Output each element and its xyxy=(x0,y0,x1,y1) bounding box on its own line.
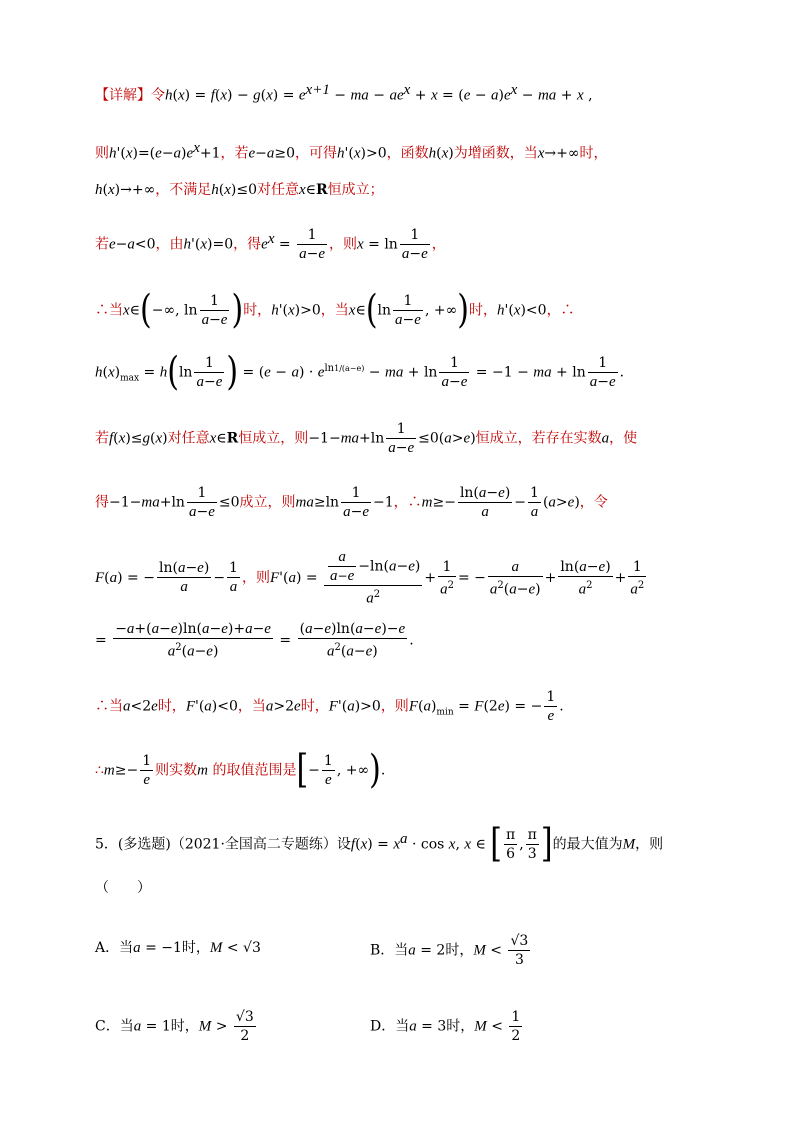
question-5-paren: （ ） xyxy=(95,880,151,896)
option-b[interactable]: B．当a = 2时，M < $\frac{√3}{3}$ xyxy=(370,933,529,968)
solution-line-3: h(x)→+∞，不满足h(x)≤0对任意x∈R恒成立； xyxy=(95,182,384,198)
solution-line-4: 若e−a<0，由h'(x)=0，得$e^x$ = $\frac{1}{a-e}$ ，则x = ln $\frac{1}{a-e}$ ， xyxy=(95,227,446,262)
solution-line-12: ∴m≥− $\frac{1}{e}$ 则实数m 的取值范围是[− $\frac{1}{e}$ , +∞). xyxy=(95,747,386,793)
solution-line-5: ∴当x∈(−∞, ln $\frac{1}{a-e}$ )时，h'(x)>0，当x∈(ln $\frac{1}{a-e}$ , +∞)时，h'(x)<0，∴ xyxy=(95,287,575,333)
solution-line-11: ∴当a<2e时，F'(a)<0，当a>2e时，F'(a)>0，则$F(a)_{min} = F(2e)$ = − $\frac{1}{e}$ . xyxy=(95,689,564,724)
solution-line-1: 【详解】令$h(x) = f(x) - g(x) = e^{x+1}$ − ma − $ae^x + x = (e - a)e^x$ − ma + x , xyxy=(95,82,593,104)
option-c[interactable]: C．当a = 1时，M > $\frac{√3}{2}$ xyxy=(95,1009,254,1044)
question-5-stem: 5．(多选题)（2021·全国高二专题练）设$f(x) = x^a \cdot \cos x$, x ∈ [ $\frac{\pi}{6}$ , $\frac{\pi}{3}$ ]的最大值为M，则 xyxy=(95,821,664,867)
solution-line-7: 若f(x)≤g(x)对任意x∈R恒成立，则−1−ma+ln $\frac{1}{a-e}$ ≤0(a>e)恒成立，若存在实数a，使 xyxy=(95,421,638,456)
option-a[interactable]: A．当a = −1时，M < √3 xyxy=(95,940,261,956)
solution-line-2: 则$h'(x)=(e-a)e^x+1$，若e−a≥0，可得h'(x)>0，函数h(x)为增函数，当x→+∞时， xyxy=(95,140,608,162)
solution-line-8: 得−1−ma+ln $\frac{1}{a-e}$ ≤0成立，则ma≥ln $\frac{1}{a-e}$ −1，∴m≥− $\frac{\ln(a-e)}{a}$ − $\frac{1}{a}$ (a>e)，令 xyxy=(95,485,608,520)
option-d[interactable]: D．当a = 3时，M < $\frac{1}{2}$ xyxy=(370,1009,521,1044)
detail-label: 【详解】令 xyxy=(95,87,165,104)
solution-line-9: F(a) = − $\frac{\ln(a-e)}{a}$ − $\frac{1}{a}$ ，则F'(a) = $\frac{a}{a-e}$ −ln(a−e) $a^2$ + $\frac{1}{a^2}$ = − $\frac{a}{a^2(a-e)}$ + $\frac{\ln(a-e)}{a^2}$ + $\frac{1}{a^2}$ xyxy=(95,549,645,607)
solution-line-6: $h(x)_{max} = h(\ln$ $\frac{1}{a-e}$ ) = $(e - a) \cdot e^{ln1/(a-e)}$ − ma + ln $\frac{1}{a-e}$ = −1 − ma + ln $\frac{1}{a-e}$ . xyxy=(95,349,625,395)
solution-line-10: = $\frac{-a+(a-e)\ln(a-e)+a-e}{a^2(a-e)}$ = $\frac{(a-e)\ln(a-e)-e}{a^2(a-e)}$ . xyxy=(95,621,414,660)
